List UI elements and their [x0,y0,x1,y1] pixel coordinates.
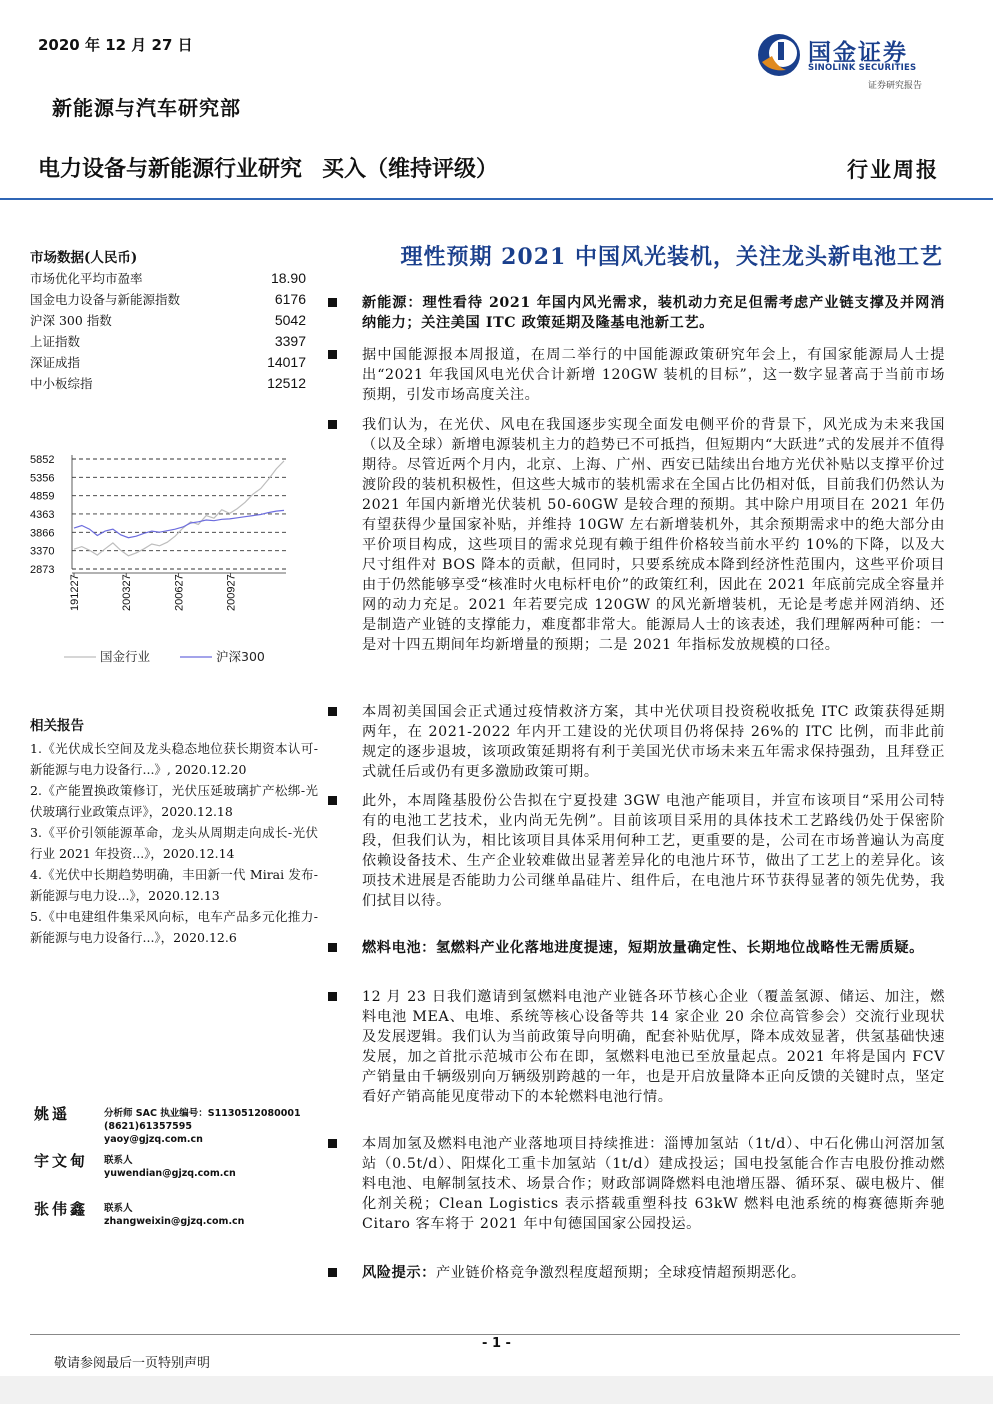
content-paragraph [328,1134,945,1234]
chart-x-tick-label: 191227 [69,574,81,611]
analyst-info-line: 分析师 SAC 执业编号：S1130512080001 [104,1108,301,1119]
related-report-item: 5.《中电建组件集采风向标，电车产品多元化推力-新能源与电力设备行...》，2020.12.6 [30,909,318,945]
analyst-info-line: 联系人 [104,1155,133,1166]
chart-y-tick-label: 4363 [30,508,55,521]
chart-y-tick-label: 5356 [30,472,55,485]
bullet-marker [328,943,337,952]
market-data-value: 12512 [267,375,306,391]
chart-legend-label: 沪深300 [216,649,265,664]
sinolink-logo-icon [756,32,802,78]
page-number: - 1 - [482,1336,511,1351]
chart-x-tick-label: 200627 [173,574,186,611]
paragraph-text [362,1263,945,1283]
industry-name: 电力设备与新能源行业研究 [38,157,303,182]
content-paragraph [328,938,945,958]
content-paragraph [328,987,945,1107]
market-data-value: 3397 [274,333,306,349]
analyst-info-line: (8621)61357595 [104,1121,193,1132]
chart-x-tick-label: 200927 [225,574,238,611]
content-paragraph [328,1263,945,1283]
chart-y-tick-label: 4859 [30,490,55,503]
chart-y-tick-label: 3866 [30,527,55,540]
market-data-value: 6176 [274,291,306,307]
chart-series-line [74,510,284,537]
bullet-marker [328,1268,337,1277]
analyst-info-line: yuwendian@gjzq.com.cn [104,1168,236,1179]
analyst-name: 宇文甸 [34,1152,89,1170]
logo-subtitle: 证券研究报告 [868,81,923,91]
risk-text: 产业链价格竞争激烈程度超预期；全球疫情超预期恶化。 [435,1265,806,1281]
content-paragraph [328,702,945,782]
related-report-item: 3.《平价引领能源革命，龙头从周期走向成长-光伏行业 2021 年投资...》，2020.12.14 [30,825,318,861]
market-data-label: 国金电力设备与新能源指数 [30,292,181,307]
market-data-row [30,289,310,310]
footer-divider [30,1334,960,1335]
chart-y-tick-label: 2873 [30,564,55,576]
chart-y-tick-label: 5852 [30,454,55,466]
paragraph-text: 据中国能源报本周报道，在周二举行的中国能源政策研究年会上，有国家能源局人士提出“2021 年我国风电光伏合计新增 120GW 装机的目标”，这一数字显著高于当前市场预期，引发市场高度关注。 [362,347,945,403]
content-paragraph [328,293,945,333]
company-logo [756,32,946,92]
bullet-marker [328,350,337,359]
analyst-info-line: zhangweixin@gjzq.com.cn [104,1216,245,1227]
logo-cn-name: 国金证券 [808,40,908,66]
market-data-value: 18.90 [270,270,306,286]
paragraph-text: 12 月 23 日我们邀请到氢燃料电池产业链各环节核心企业（覆盖氢源、储运、加注，燃料电池 MEA、电堆、系统等核心设备等共 14 家企业 20 余位高管参会）交流行业现状及发展逻辑。我们认为当前政策导向明确，配套补贴优厚，降本成效显著，供氢基础快速发展，加之首批示范城市公布在即，氢燃料电池已至放量起点。2021 年将是国内 FCV 产销量由千辆级别向万辆级别跨越的一年，也是开启放量降本正向反馈的关键时点，坚定看好产销高能见度带动下的本轮燃料电池行情。 [362,989,945,1105]
paragraph-text: 燃料电池：氢燃料产业化落地进度提速，短期放量确定性、长期地位战略性无需质疑。 [362,940,924,956]
market-data-row [30,373,310,394]
market-data-list [30,268,310,394]
chart-legend-label: 国金行业 [100,649,151,664]
analyst-info [104,1107,301,1146]
chart-series-line [74,461,284,556]
report-type: 行业周报 [847,157,939,182]
page-bottom-band [0,1376,993,1404]
bullet-marker [328,420,337,429]
market-data-label: 沪深 300 指数 [30,313,112,328]
related-reports-title: 相关报告 [30,718,84,734]
logo-en-name: SINOLINK SECURITIES [808,63,917,73]
bullet-marker [328,707,337,716]
analyst-info-line: 联系人 [104,1203,133,1214]
rating-label: 买入（维持评级） [322,157,499,182]
market-data-title: 市场数据(人民币) [30,250,138,266]
risk-label: 风险提示： [362,1265,436,1281]
paragraph-text: 本周初美国国会正式通过疫情救济方案，其中光伏项目投资税收抵免 ITC 政策获得延期两年，在 2021-2022 年内开工建设的光伏项目仍将保持 26%的 ITC 比例，而非此前规定的逐步退坡，该项政策延期将有利于美国光伏市场未来五年需求保持强劲，且拜登正式就任后或仍有更多激励政策可期。 [362,704,945,780]
paragraph-text: 此外，本周隆基股份公告拟在宁夏投建 3GW 电池产能项目，并宣布该项目“采用公司特有的电池工艺技术，业内尚无先例”。目前该项目采用的具体技术工艺路线仍处于保密阶段，但我们认为，相比该项目具体采用何种工艺，更重要的是，公司在市场普遍认为高度依赖设备技术、生产企业较难做出显著差异化的电池片环节，做出了工艺上的差异化。该项技术进展是否能助力公司继单晶硅片、组件后，在电池片环节获得显著的领先优势，我们拭目以待。 [362,793,945,909]
department-name: 新能源与汽车研究部 [52,96,241,120]
bullet-marker [328,298,337,307]
bullet-marker [328,796,337,805]
related-report-item: 1.《光伏成长空间及龙头稳态地位获长期资本认可-新能源与电力设备行...》, 2020.12.20 [30,741,318,777]
bullet-marker [328,1139,337,1148]
index-chart [28,440,298,680]
analyst-info-line: yaoy@gjzq.com.cn [104,1134,203,1145]
market-data-label: 中小板综指 [30,376,93,391]
analyst-info [104,1154,236,1180]
related-reports [30,714,318,948]
paragraph-text: 新能源：理性看待 2021 年国内风光需求，装机动力充足但需考虑产业链支撑及并网消纳能力；关注美国 ITC 政策延期及隆基电池新工艺。 [362,295,945,331]
market-data-row [30,352,310,373]
market-data-row [30,310,310,331]
market-data-label: 市场优化平均市盈率 [30,271,143,286]
paragraph-text: 我们认为，在光伏、风电在我国逐步实现全面发电侧平价的背景下，风光成为未来我国（以及全球）新增电源装机主力的趋势已不可抵挡，但短期内“大跃进”式的发展并不值得期待。尽管近两个月内，北京、上海、广州、西安已陆续出台地方光伏补贴以支撑平价过渡阶段的装机积极性，但这些大城市的装机需求在全国占比仍相对低，目前我们仍然认为 2021 年国内新增光伏装机 50-60GW 是较合理的预期。其中除户用项目在 2021 年仍有望获得少量国家补贴，并维持 10GW 左右新增装机外，其余预期需求中的绝大部分由平价项目构成，这些项目的需求兑现有赖于组件价格较当前水平约 10%的下降，以及大尺寸组件对 BOS 降本的贡献，但同时，只要系统成本降到经济性范围内，这些平价项目由于仍然能够享受“核准时火电标杆电价”的政策红利，因此在 2021 年底前完成全容量并网的动力充足。2021 年若要完成 120GW 的风光新增装机，无论是考虑并网消纳、还是制造产业链的支撑能力，难度都非常大。能源局人士的该表述，我们理解两种可能：一是对十四五期间年均新增量的预期；二是 2021 年指标发放规模的口径。 [362,417,945,653]
report-title: 理性预期 2021 中国风光装机，关注龙头新电池工艺 [400,244,943,270]
related-report-item: 2.《产能置换政策修订，光伏压延玻璃扩产松绑-光伏玻璃行业政策点评》，2020.12.18 [30,783,318,819]
market-data-value: 5042 [274,312,306,328]
market-data-label: 深证成指 [30,355,81,370]
market-data-row [30,268,310,289]
analyst-info [104,1202,244,1228]
market-data-label: 上证指数 [30,334,81,349]
chart-x-tick-label: 200327 [121,574,134,611]
chart-y-tick-label: 3370 [30,545,55,558]
bullet-marker [328,992,337,1001]
content-paragraph [328,791,945,911]
industry-rating-line [38,152,498,183]
index-line-chart [28,440,298,680]
analyst-name: 张伟鑫 [34,1200,89,1218]
market-data-value: 14017 [267,354,306,370]
report-date: 2020 年 12 月 27 日 [38,36,193,54]
disclaimer-note: 敬请参阅最后一页特别声明 [54,1356,211,1371]
content-paragraph [328,415,945,655]
related-reports-list [30,738,318,948]
paragraph-text: 本周加氢及燃料电池产业落地项目持续推进：淄博加氢站（1t/d）、中石化佛山河滘加氢站（0.5t/d）、阳煤化工重卡加氢站（1t/d）建成投运；国电投氢能合作吉电股份推动燃料电池、电解制氢技术、场景合作；财政部调降燃料电池增压器、循环泵、碳电极片、催化剂关税；Clean Logistics 表示搭载重塑科技 63kW 燃料电池系统的梅赛德斯奔驰 Citaro 客车将于 2021 年中旬德国国家公园投运。 [362,1136,945,1232]
market-data-row [30,331,310,352]
related-report-item: 4.《光伏中长期趋势明确，丰田新一代 Mirai 发布-新能源与电力设...》，2020.12.13 [30,867,318,903]
market-data-panel [30,246,310,394]
header-divider [0,198,993,200]
content-paragraph [328,345,945,405]
analyst-name: 姚遥 [34,1105,71,1123]
